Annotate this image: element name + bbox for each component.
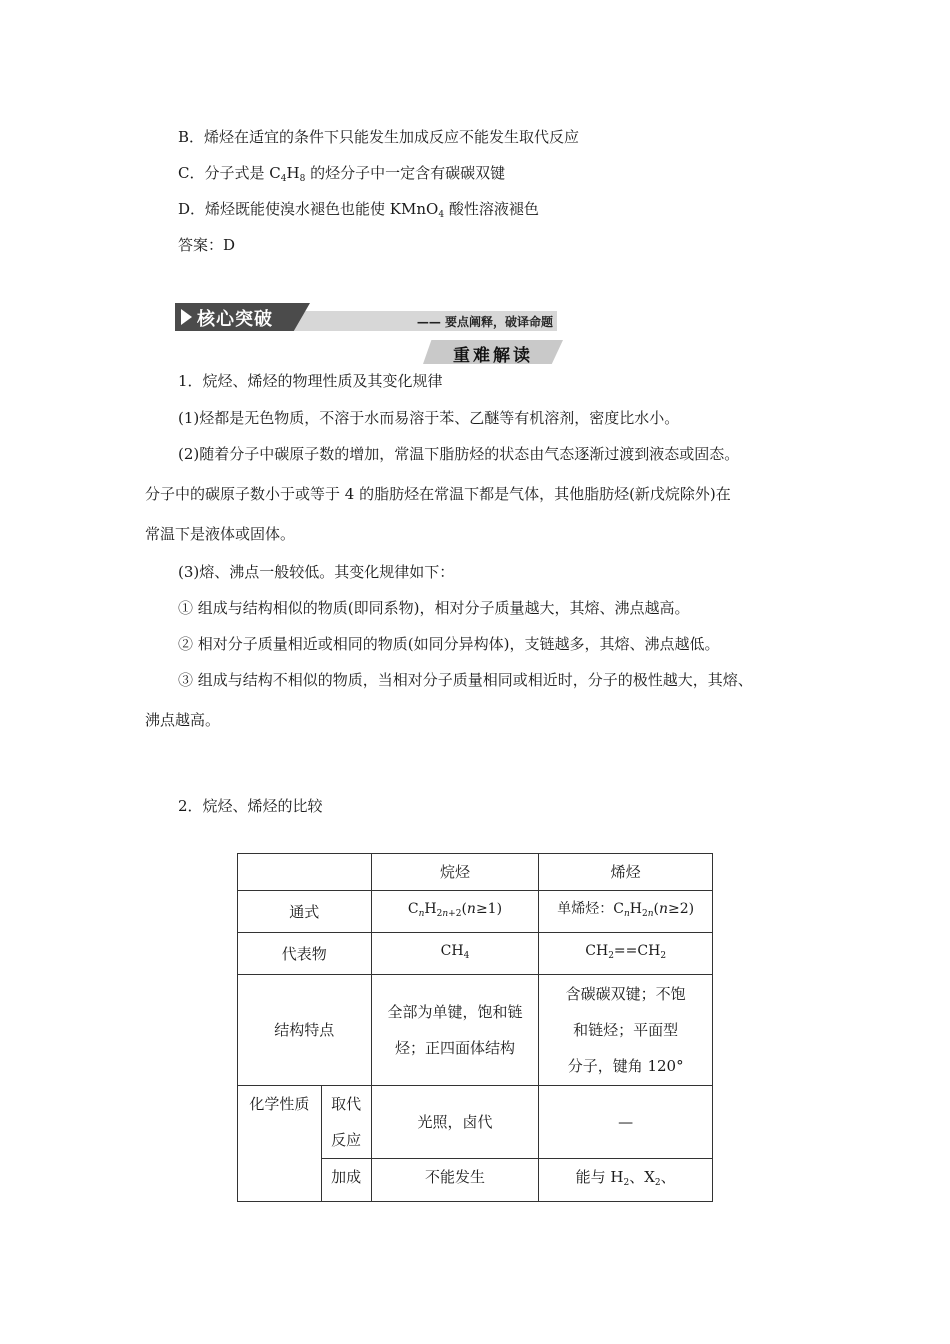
sub-label-addition: 加成 — [321, 1159, 371, 1202]
sub-label-substitution: 取代 反应 — [321, 1086, 371, 1159]
option-b: B．烯烃在适宜的条件下只能发生加成反应不能发生取代反应 — [178, 128, 580, 146]
table-row — [238, 975, 713, 1086]
section-banner — [175, 303, 557, 331]
alkene-representative: $CH_2==CH_2$ — [539, 933, 713, 975]
paragraph-2c: 常温下是液体或固体。 — [145, 525, 296, 543]
section1-heading: 1．烷烃、烯烃的物理性质及其变化规律 — [178, 372, 443, 390]
banner-title: 核心突破 — [197, 309, 273, 330]
table-header-row — [238, 854, 713, 891]
row-label-representative: 代表物 — [238, 933, 372, 975]
comparison-table — [237, 853, 713, 1202]
table-row — [238, 1086, 713, 1159]
rule-3a: ③ 组成与结构不相似的物质，当相对分子质量相同或相近时，分子的极性越大，其熔、 — [178, 671, 753, 689]
option-d: D．烯烃既能使溴水褪色也能使 KMnO$_4$ 酸性溶液褪色 — [178, 200, 539, 220]
formula-kmno4: KMnO$_4$ — [389, 200, 445, 220]
paragraph-3: (3)熔、沸点一般较低。其变化规律如下： — [178, 563, 455, 581]
alkane-formula: $C_nH_{2n+2}(n\ge 1)$ — [371, 891, 539, 933]
alkane-addition: 不能发生 — [371, 1159, 539, 1202]
play-arrow-icon — [181, 309, 192, 325]
section-tag: 重难解读 — [423, 340, 563, 364]
rule-3b: 沸点越高。 — [145, 711, 221, 729]
alkene-structure: 含碳碳双键；不饱 和链烃；平面型 分子，键角 120° — [539, 975, 713, 1086]
paragraph-2a: (2)随着分子中碳原子数的增加，常温下脂肪烃的状态由气态逐渐过渡到液态或固态。 — [178, 445, 740, 463]
rule-1: ① 组成与结构相似的物质(即同系物)，相对分子质量越大，其熔、沸点越高。 — [178, 599, 690, 617]
answer: 答案：D — [178, 236, 236, 254]
alkane-substitution: 光照，卤代 — [371, 1086, 539, 1159]
alkane-structure: 全部为单键，饱和链 烃；正四面体结构 — [371, 975, 539, 1086]
paragraph-2b: 分子中的碳原子数小于或等于 4 的脂肪烃在常温下都是气体，其他脂肪烃(新戊烷除外)在 — [145, 485, 731, 503]
option-c: C．分子式是 $C_4H_8$ 的烃分子中一定含有碳碳双键 — [178, 164, 506, 184]
paragraph-1: (1)烃都是无色物质，不溶于水而易溶于苯、乙醚等有机溶剂，密度比水小。 — [178, 409, 680, 427]
formula-c4h8: $C_4H_8$ — [269, 164, 306, 184]
rule-2: ② 相对分子质量相近或相同的物质(如同分异构体)，支链越多，其熔、沸点越低。 — [178, 635, 720, 653]
banner-subtitle: —— 要点阐释，破译命题 — [416, 315, 553, 329]
alkane-representative: $CH_4$ — [371, 933, 539, 975]
row-label-chemical: 化学性质 — [238, 1086, 322, 1202]
header-alkene: 烯烃 — [539, 854, 713, 891]
header-alkane: 烷烃 — [371, 854, 539, 891]
alkene-formula: 单烯烃：$C_nH_{2n}(n\ge 2)$ — [539, 891, 713, 933]
section2-heading: 2．烷烃、烯烃的比较 — [178, 797, 323, 815]
alkene-substitution: — — [539, 1086, 713, 1159]
alkene-addition: 能与 $H_2$、$X_2$、 — [539, 1159, 713, 1202]
row-label-structure: 结构特点 — [238, 975, 372, 1086]
table-row — [238, 891, 713, 933]
table-row — [238, 933, 713, 975]
row-label-formula: 通式 — [238, 891, 372, 933]
